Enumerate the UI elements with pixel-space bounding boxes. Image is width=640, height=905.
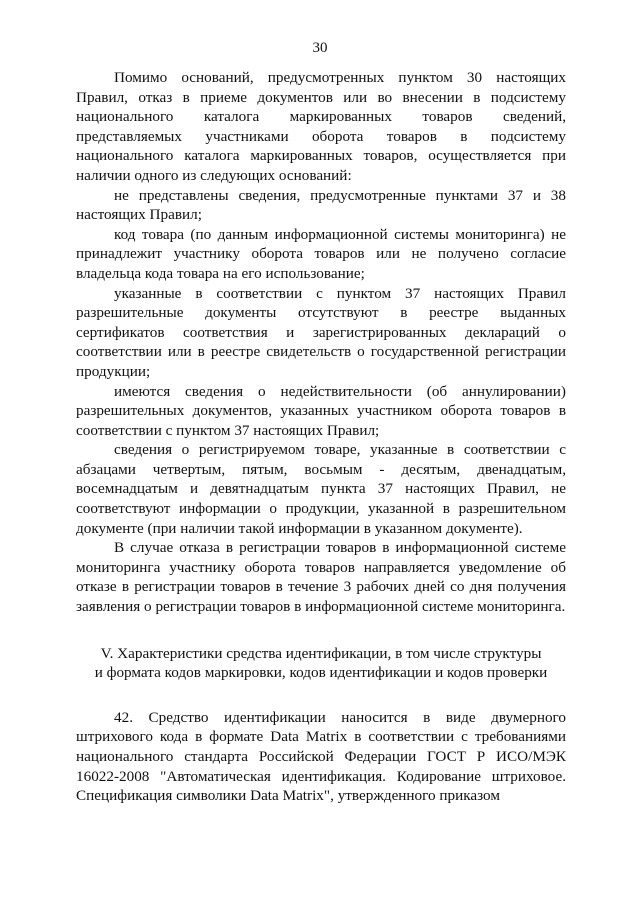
section-heading-line-1: V. Характеристики средства идентификации, в том числе структуры (100, 644, 542, 662)
paragraph-42: 42. Средство идентификации наносится в виде двумерного штрихового кода в формате Data Matrix в соответствии с требованиями национального стандарта Российской Федерации ГОСТ Р ИСО/МЭК 16022-2008 "Автоматическая идентификация. Кодирование штриховое. Спецификация символики Data Matrix", утвержденного приказом (76, 708, 566, 805)
paragraph-refusal-notice: В случае отказа в регистрации товаров в информационной системе мониторинга участнику оборота товаров направляется уведомление об отказе в регистрации товаров в течение 3 рабочих дней со дня получения заявления о регистрации товаров в информационной системе мониторинга. (76, 539, 566, 616)
list-item-not-provided: не представлены сведения, предусмотренные пунктами 37 и 38 настоящих Правил; (76, 186, 566, 224)
section-heading-line-2: и формата кодов маркировки, кодов идентификации и кодов проверки (94, 664, 548, 682)
list-item-mismatch: сведения о регистрируемом товаре, указанные в соответствии с абзацами четвертым, пятым, восьмым - десятым, двенадцатым, восемнадцатым и девятнадцатым пункта 37 настоящих Правил, не соответствуют информации о продукции, указанной в разрешительном документе (при наличии такой информации в указанном документе). (76, 441, 566, 537)
list-item-permits-missing: указанные в соответствии с пунктом 37 настоящих Правил разрешительные документы отсутствуют в реестре выданных сертификатов соответствия и зарегистрированных деклараций о соответствии или в реестре свидетельств о государственной регистрации продукции; (76, 284, 566, 380)
list-item-invalid-permits: имеются сведения о недействительности (об аннулировании) разрешительных документов, указанных участником оборота товаров в соответствии с пунктом 37 настоящих Правил; (76, 382, 566, 439)
list-item-product-code: код товара (по данным информационной системы мониторинга) не принадлежит участнику оборота товаров или не получено согласие владельца кода товара на его использование; (76, 225, 566, 282)
section-heading (76, 644, 566, 683)
page-number: 30 (312, 40, 328, 56)
paragraph-grounds: Помимо оснований, предусмотренных пунктом 30 настоящих Правил, отказ в приеме документов или во внесении в подсистему национального каталога маркированных товаров сведений, представляемых участниками оборота товаров в подсистему национального каталога маркированных товаров, осуществляется при наличии одного из следующих оснований: (76, 69, 566, 184)
document-body (76, 68, 566, 806)
